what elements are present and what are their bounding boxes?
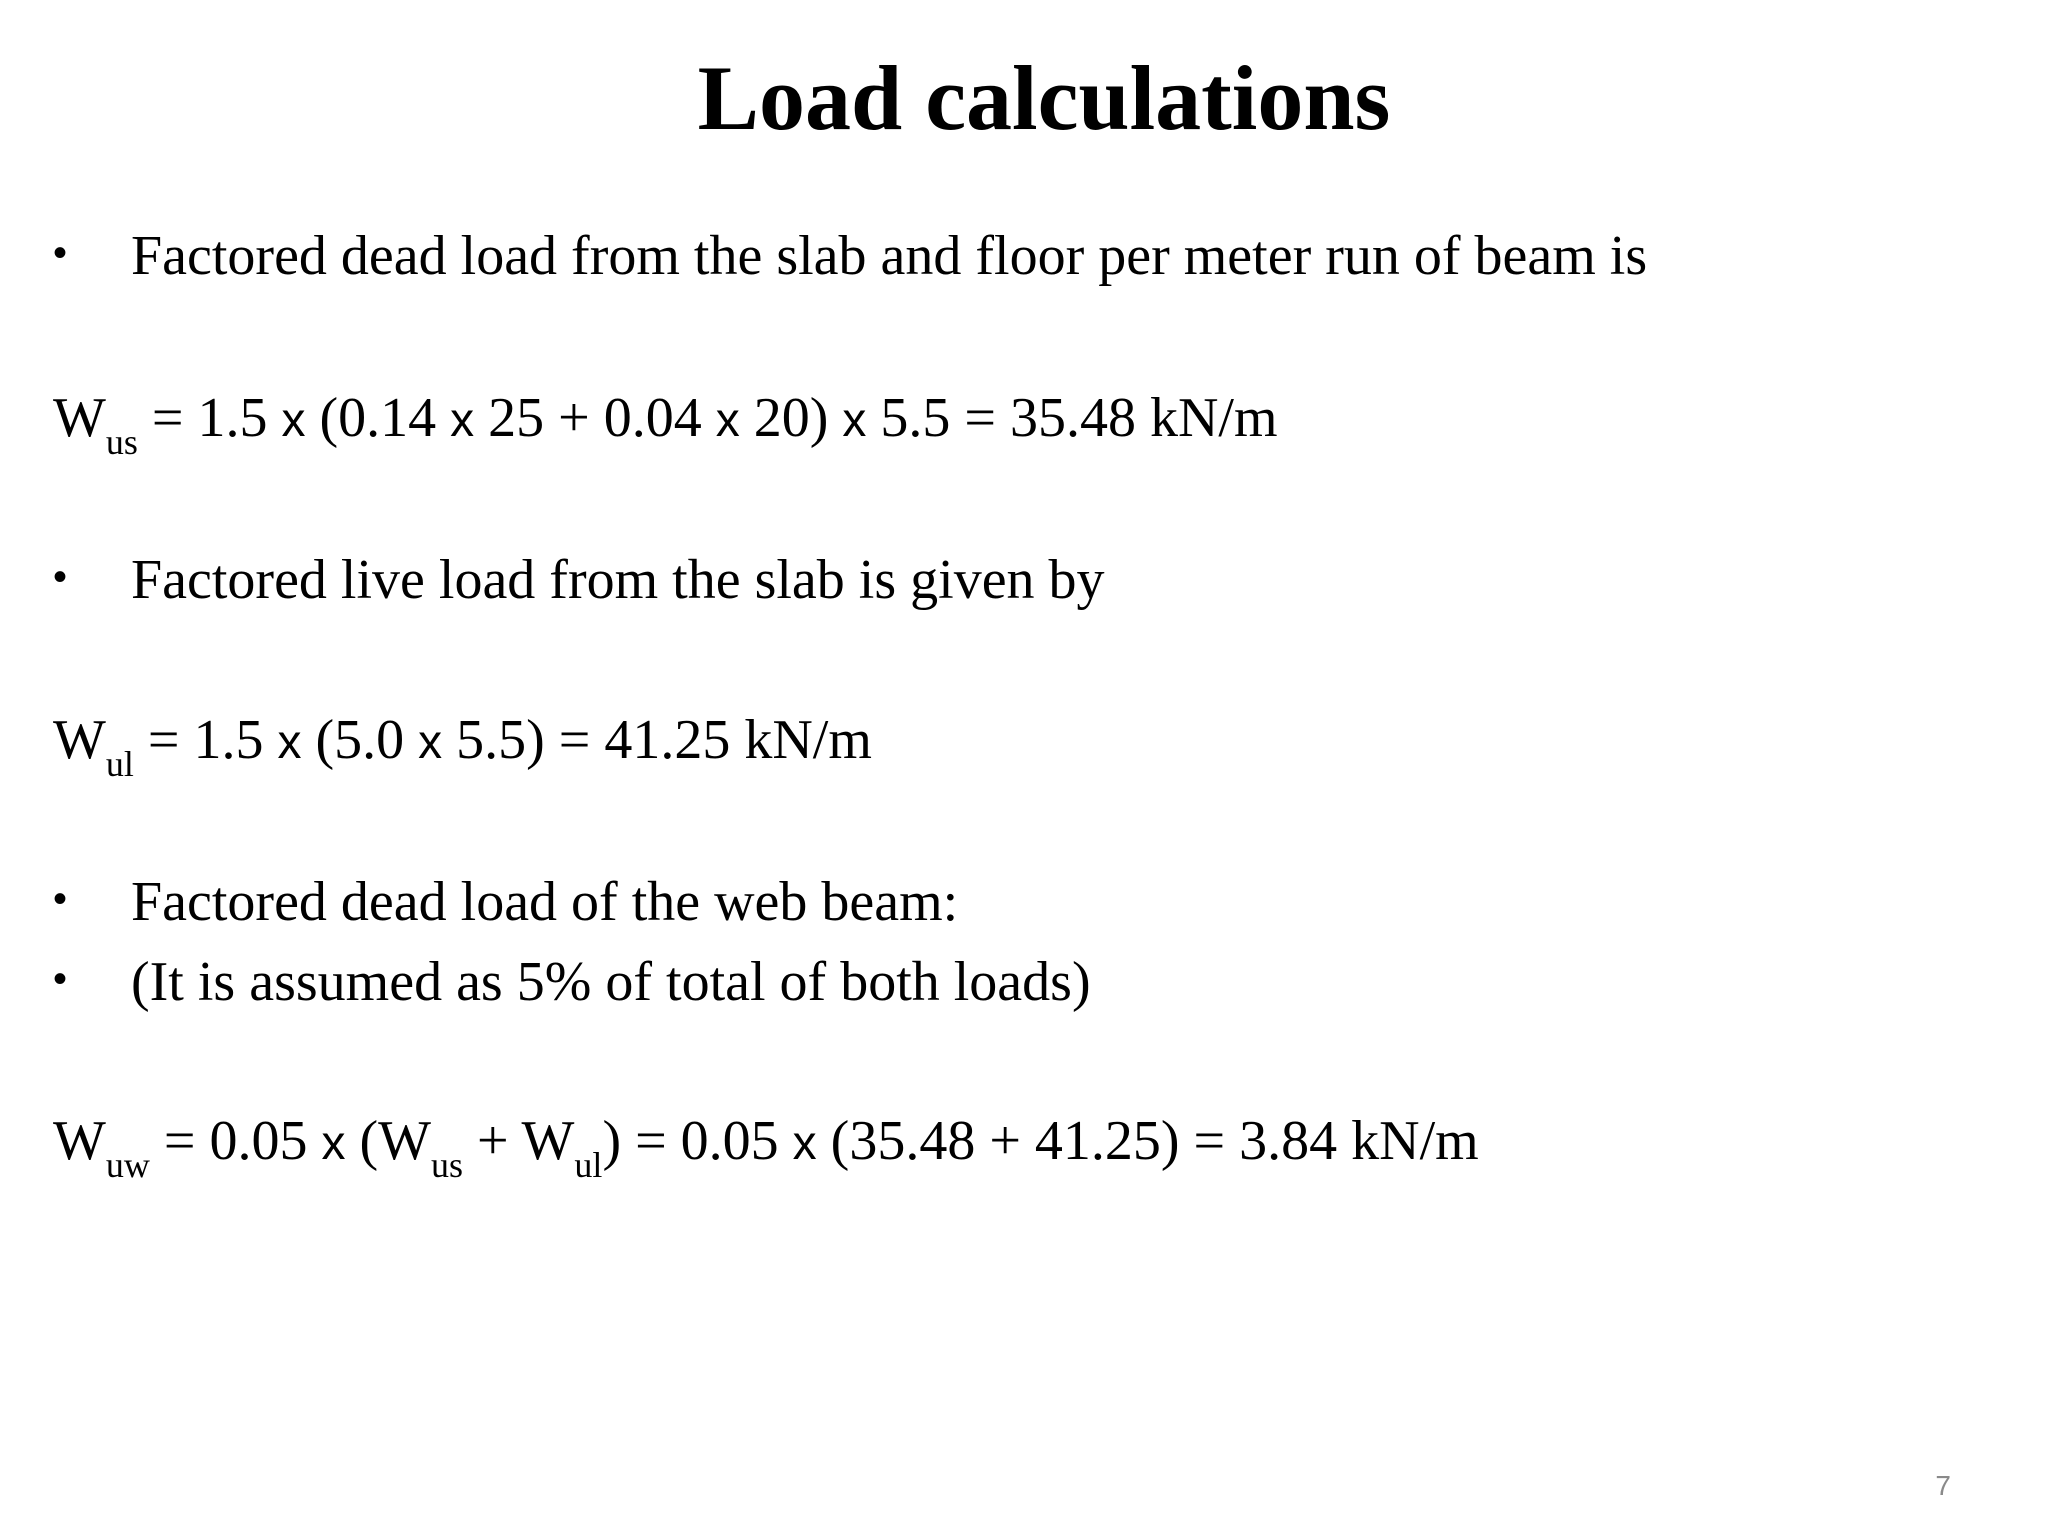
bullet-text: Factored dead load of the web beam: (131, 871, 959, 933)
eq-subscript: uw (105, 1145, 150, 1185)
eq-text: (0.14 (305, 387, 451, 449)
eq-text: = 0.05 (149, 1110, 322, 1172)
eq-multiply: x (281, 394, 306, 447)
bullet-text: (It is assumed as 5% of total of both loads) (131, 951, 1091, 1013)
equation-wus (53, 387, 1278, 462)
eq-text: 20) (739, 387, 843, 449)
bullet-dot-icon: • (53, 957, 68, 1001)
eq-subscript: ul (574, 1145, 603, 1185)
bullet-item-live-load (53, 549, 1105, 611)
eq-symbol: W (53, 709, 106, 771)
eq-subscript: ul (105, 744, 134, 784)
eq-subscript: us (430, 1145, 463, 1185)
eq-text: 5.5) = 41.25 kN/m (442, 709, 872, 771)
bullet-item-dead-load (53, 225, 1648, 287)
eq-symbol: W (53, 1110, 106, 1172)
eq-multiply: x (792, 1117, 817, 1170)
page-number: 7 (1935, 1470, 1951, 1501)
eq-multiply: x (321, 1117, 346, 1170)
equation-wuw (53, 1110, 1479, 1185)
eq-text: = 1.5 (133, 709, 278, 771)
bullet-item-assumption (53, 951, 1091, 1013)
eq-subscript: us (105, 422, 138, 462)
eq-text: 5.5 = 35.48 kN/m (866, 387, 1278, 449)
eq-multiply: x (842, 394, 867, 447)
bullet-dot-icon: • (53, 555, 68, 599)
eq-text: (W (345, 1110, 431, 1172)
eq-multiply: x (418, 716, 443, 769)
bullet-dot-icon: • (53, 231, 68, 275)
eq-text: ) = 0.05 (602, 1110, 793, 1172)
equation-wul (53, 709, 872, 784)
bullet-item-web-beam (53, 871, 959, 933)
eq-text: (5.0 (301, 709, 419, 771)
bullet-dot-icon: • (53, 877, 68, 921)
bullet-text: Factored dead load from the slab and floor per meter run of beam is (131, 225, 1648, 287)
slide-title: Load calculations (697, 47, 1391, 149)
eq-text: (35.48 + 41.25) = 3.84 kN/m (816, 1110, 1479, 1172)
eq-multiply: x (450, 394, 475, 447)
eq-symbol: W (53, 387, 106, 449)
eq-text: + W (462, 1110, 575, 1172)
bullet-text: Factored live load from the slab is given by (131, 549, 1105, 611)
eq-text: 25 + 0.04 (474, 387, 716, 449)
eq-multiply: x (715, 394, 740, 447)
eq-multiply: x (277, 716, 302, 769)
eq-text: = 1.5 (137, 387, 282, 449)
